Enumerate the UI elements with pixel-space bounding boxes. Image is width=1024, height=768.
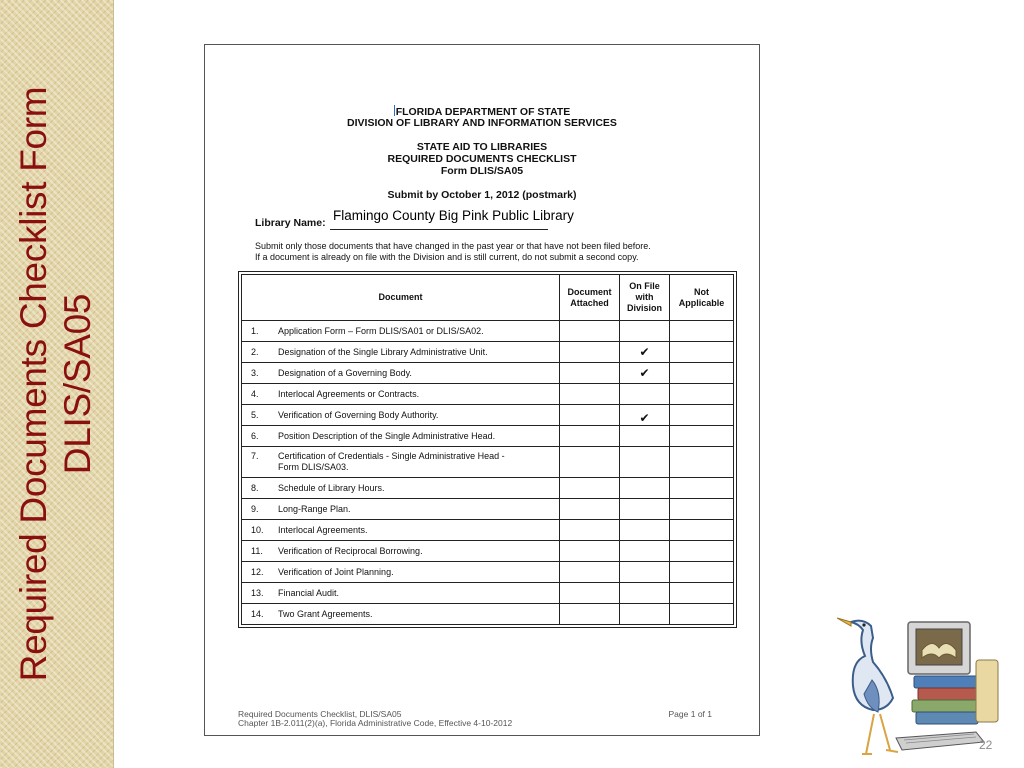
document-cell: 4. Interlocal Agreements or Contracts. [242,384,560,405]
on-file-checkbox[interactable]: ✔ [620,363,670,384]
slide-title-line-2: DLIS/SA05 [57,293,98,475]
table-row [242,604,734,625]
not-applicable-checkbox[interactable] [670,562,734,583]
text-cursor-icon [394,105,395,116]
attached-checkbox[interactable] [560,321,620,342]
document-cell: 7. Certification of Credentials - Single Administrative Head - Form DLIS/SA03. [242,447,560,478]
attached-checkbox[interactable] [560,541,620,562]
attached-checkbox[interactable] [560,478,620,499]
form-header-line-5: Form DLIS/SA05 [440,165,524,177]
attached-checkbox[interactable] [560,499,620,520]
col-header-not-applicable: Not Applicable [670,275,734,321]
document-cell: 14. Two Grant Agreements. [242,604,560,625]
library-name-field[interactable]: Flamingo County Big Pink Public Library [333,208,574,223]
attached-checkbox[interactable] [560,363,620,384]
table-header-row [242,275,734,321]
document-cell: 3. Designation of a Governing Body. [242,363,560,384]
table-row [242,583,734,604]
form-footer-line-2: Chapter 1B-2.011(2)(a), Florida Administrative Code, Effective 4-10-2012 [238,718,513,728]
attached-checkbox[interactable] [560,405,620,426]
on-file-checkbox[interactable] [620,426,670,447]
library-name-underline [330,229,548,230]
slide-title [12,34,100,734]
document-cell: 8. Schedule of Library Hours. [242,478,560,499]
on-file-checkbox[interactable] [620,447,670,478]
attached-checkbox[interactable] [560,384,620,405]
col-header-attached: Document Attached [560,275,620,321]
not-applicable-checkbox[interactable] [670,321,734,342]
on-file-checkbox[interactable] [620,562,670,583]
table-row [242,499,734,520]
col-header-on-file: On File with Division [620,275,670,321]
documents-checklist-table [241,274,734,625]
form-deadline: Submit by October 1, 2012 (postmark) [387,189,577,201]
not-applicable-checkbox[interactable] [670,447,734,478]
table-row [242,321,734,342]
checklist-form-page [204,44,760,736]
on-file-checkbox[interactable] [620,478,670,499]
table-row [242,384,734,405]
on-file-checkbox[interactable] [620,499,670,520]
table-row [242,426,734,447]
on-file-checkbox[interactable] [620,520,670,541]
attached-checkbox[interactable] [560,342,620,363]
attached-checkbox[interactable] [560,426,620,447]
table-row [242,342,734,363]
not-applicable-checkbox[interactable] [670,541,734,562]
on-file-checkbox[interactable] [620,321,670,342]
attached-checkbox[interactable] [560,447,620,478]
form-footer-line-1: Required Documents Checklist, DLIS/SA05 [238,709,402,719]
document-cell: 13. Financial Audit. [242,583,560,604]
on-file-checkbox[interactable]: ✔ [620,342,670,363]
on-file-checkbox[interactable]: ✔ [620,405,670,426]
slide-title-line-1: Required Documents Checklist Form [13,86,54,682]
on-file-checkbox[interactable] [620,384,670,405]
document-cell: 1. Application Form – Form DLIS/SA01 or DLIS/SA02. [242,321,560,342]
document-cell: 2. Designation of the Single Library Administrative Unit. [242,342,560,363]
form-header-line-3: STATE AID TO LIBRARIES [416,141,548,153]
document-cell: 11. Verification of Reciprocal Borrowing. [242,541,560,562]
on-file-checkbox[interactable] [620,604,670,625]
table-row [242,405,734,426]
table-row [242,363,734,384]
form-header-line-4: REQUIRED DOCUMENTS CHECKLIST [387,153,577,165]
not-applicable-checkbox[interactable] [670,520,734,541]
not-applicable-checkbox[interactable] [670,426,734,447]
on-file-checkbox[interactable] [620,541,670,562]
on-file-checkbox[interactable] [620,583,670,604]
table-row [242,447,734,478]
table-row [242,562,734,583]
slide-page-number: 22 [979,738,993,752]
side-band [0,0,114,768]
form-page-indicator: Page 1 of 1 [668,709,712,719]
not-applicable-checkbox[interactable] [670,499,734,520]
library-name-row [255,208,574,233]
attached-checkbox[interactable] [560,583,620,604]
attached-checkbox[interactable] [560,562,620,583]
table-row [242,478,734,499]
attached-checkbox[interactable] [560,604,620,625]
document-cell: 9. Long-Range Plan. [242,499,560,520]
document-cell: 10. Interlocal Agreements. [242,520,560,541]
not-applicable-checkbox[interactable] [670,478,734,499]
library-name-label: Library Name: [255,217,326,229]
document-cell: 5. Verification of Governing Body Authority. [242,405,560,426]
instruction-line-2: If a document is already on file with the Division and is still current, do not submit a second copy. [255,252,639,262]
instruction-line-1: Submit only those documents that have changed in the past year or that have not been filed before. [255,241,651,251]
not-applicable-checkbox[interactable] [670,583,734,604]
form-header-line-1: FLORIDA DEPARTMENT OF STATE [395,106,571,118]
table-row [242,520,734,541]
not-applicable-checkbox[interactable] [670,363,734,384]
document-cell: 12. Verification of Joint Planning. [242,562,560,583]
not-applicable-checkbox[interactable] [670,342,734,363]
col-header-document: Document [242,275,560,321]
document-cell: 6. Position Description of the Single Administrative Head. [242,426,560,447]
attached-checkbox[interactable] [560,520,620,541]
not-applicable-checkbox[interactable] [670,384,734,405]
table-row [242,541,734,562]
form-header-line-2: DIVISION OF LIBRARY AND INFORMATION SERVICES [347,117,617,129]
not-applicable-checkbox[interactable] [670,604,734,625]
not-applicable-checkbox[interactable] [670,405,734,426]
